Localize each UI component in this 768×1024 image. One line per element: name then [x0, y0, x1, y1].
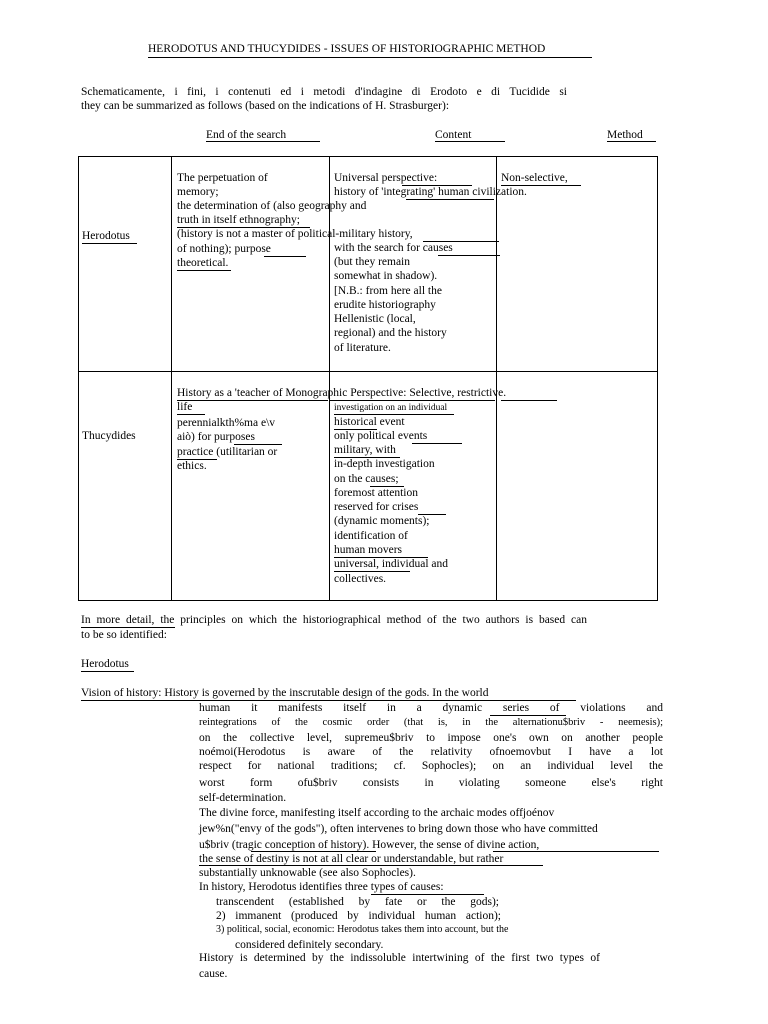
table-cell-text: only political events — [334, 430, 428, 442]
table-cell-text: Hellenistic (local, — [334, 313, 416, 325]
table-cell-text: erudite historiography — [334, 299, 436, 311]
table-cell-text: historical event — [334, 416, 405, 428]
table-cell-text: History as a 'teacher of Monographic Perspective: Selective, restrictive. — [177, 387, 507, 399]
table-row — [79, 157, 658, 372]
table-cell-text: universal, individual and — [334, 558, 449, 570]
table-cell-text: collectives. — [334, 573, 387, 585]
header-content: Content — [435, 129, 472, 141]
table-cell-text: reserved for crises — [334, 501, 419, 513]
table-cell-text: the determination of (also geography and — [177, 200, 367, 212]
table-cell-text: of nothing); purpose — [177, 243, 271, 255]
table-cell-text: human movers — [334, 544, 403, 556]
paragraph-line: respect for national traditions; cf. Sophocles); on an individual level the — [199, 760, 663, 772]
table-cell-text: [N.B.: from here all the — [334, 285, 442, 297]
author-herodotus: Herodotus — [82, 230, 130, 242]
paragraph-line: on the collective level, supremeu$briv to impose one's own on another people — [199, 732, 663, 744]
table-cell-text: The perpetuation of — [177, 172, 268, 184]
closing-line: History is determined by the indissoluble intertwining of the first two types of — [199, 952, 600, 964]
table-cell-text: (history is not a master of political-military history, — [177, 228, 413, 240]
table-cell-text: ethics. — [177, 460, 207, 472]
table-cell-text: military, with — [334, 444, 396, 456]
table-cell-text: in-depth investigation — [334, 458, 435, 470]
table-cell-text: perennialkth%ma e\v — [177, 417, 276, 429]
table-cell-text: (but they remain — [334, 256, 411, 268]
header-method: Method — [607, 129, 643, 141]
table-cell-text: with the search for causes — [334, 242, 453, 254]
table-cell-text: of literature. — [334, 342, 391, 354]
cause-item: transcendent (established by fate or the gods); — [216, 896, 499, 908]
table-cell-text: investigation on an individual — [334, 403, 448, 413]
closing-line: cause. — [199, 968, 228, 980]
table-cell-text: Non-selective, — [501, 172, 568, 184]
paragraph-line: the sense of destiny is not at all clear or understandable, but rather — [199, 853, 504, 865]
header-underline — [607, 141, 656, 142]
intro-line-2: they can be summarized as follows (based on the indications of H. Strasburger): — [81, 100, 450, 112]
paragraph-line: jew%n("envy of the gods"), often intervenes to bring down those who have committed — [199, 823, 598, 835]
cause-item: 3) political, social, economic: Herodotus takes them into account, but the — [216, 924, 509, 935]
table-cell-text: on the causes; — [334, 473, 399, 485]
intro-line-1: Schematicamente, i fini, i contenuti ed i metodi d'indagine di Erodoto e di Tucidide si — [81, 86, 567, 98]
document-title: HERODOTUS AND THUCYDIDES - ISSUES OF HISTORIOGRAPHIC METHOD — [148, 43, 546, 55]
table-cell-text: Universal perspective: — [334, 172, 438, 184]
paragraph-line: reintegrations of the cosmic order (that is, in the alternationu$briv - neemesis); — [199, 717, 663, 728]
cause-item: 2) immanent (produced by individual human action); — [216, 910, 501, 922]
paragraph-line: In history, Herodotus identifies three types of causes: — [199, 881, 444, 893]
table-cell-text: (dynamic moments); — [334, 515, 430, 527]
table-cell-text: memory; — [177, 186, 219, 198]
title-underline — [148, 57, 592, 58]
paragraph-line: human it manifests itself in a dynamic series of violations and — [199, 702, 663, 714]
author-thucydides: Thucydides — [82, 430, 136, 442]
table-cell-text: theoretical. — [177, 257, 229, 269]
table-cell-text: truth in itself ethnography; — [177, 214, 300, 226]
table-cell-text: foremost attention — [334, 487, 418, 499]
table-cell-text: practice (utilitarian or — [177, 446, 278, 458]
paragraph-line: noémoi(Herodotus is aware of the relativity ofnoemovbut I have a lot — [199, 746, 663, 758]
detail-line-1: In more detail, the principles on which the historiographical method of the two authors is based can — [81, 614, 587, 626]
paragraph-line: The divine force, manifesting itself according to the archaic modes offjoénov — [199, 807, 555, 819]
table-cell-text: aiò) for purposes — [177, 431, 255, 443]
paragraph-line: substantially unknowable (see also Sophocles). — [199, 867, 416, 879]
table-cell-text: regional) and the history — [334, 327, 447, 339]
section-heading-herodotus: Herodotus — [81, 658, 129, 670]
table-cell-text: history of 'integrating' human civilization. — [334, 186, 527, 198]
header-end-of-search: End of the search — [206, 129, 287, 141]
paragraph-line: self-determination. — [199, 792, 287, 804]
header-underline — [206, 141, 320, 142]
paragraph-line: u$briv (tragic conception of history). However, the sense of divine action, — [199, 839, 540, 851]
comparison-table — [78, 156, 658, 601]
table-cell-text: identification of — [334, 530, 408, 542]
paragraph-line: worst form ofu$briv consists in violating someone else's right — [199, 777, 663, 789]
cause-item: considered definitely secondary. — [235, 939, 384, 951]
vision-of-history-line: Vision of history: History is governed by the inscrutable design of the gods. In the world — [81, 687, 489, 699]
detail-line-2: to be so identified: — [81, 629, 167, 641]
table-cell-text: life — [177, 401, 193, 413]
table-cell-text: somewhat in shadow). — [334, 270, 438, 282]
table-row — [79, 372, 658, 601]
header-underline — [435, 141, 505, 142]
